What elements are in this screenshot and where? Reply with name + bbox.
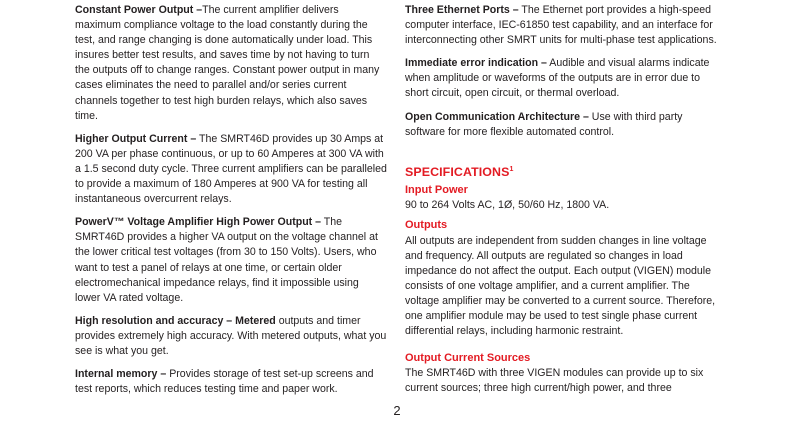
feature-paragraph	[75, 3, 387, 124]
spec-section-title: Output Current Sources	[405, 351, 531, 364]
feature-heading: High resolution and accuracy – Metered	[75, 314, 276, 327]
spec-section	[405, 218, 717, 339]
feature-heading: Higher Output Current –	[75, 132, 197, 145]
feature-body: Use with third party software for more flexible automated control.	[405, 110, 683, 138]
page-number: 2	[393, 403, 401, 418]
spec-section-body: The SMRT46D with three VIGEN modules can provide up to six current sources; three high current/high power, and three	[405, 367, 704, 395]
feature-paragraph	[405, 110, 717, 140]
spec-section-body: All outputs are independent from sudden changes in line voltage and frequency. All outputs are regulated so changes in load impedance do not affect the output. Each output (VIGEN) module consists of one voltage amplifier, and a current amplifier. The voltage amplifier may be converted to a current source. Therefore, one amplifier module may be used to test single phase current differential relays, including harmonic restraint.	[405, 234, 716, 338]
feature-heading: Constant Power Output –	[75, 4, 203, 16]
feature-heading: PowerV™ Voltage Amplifier High Power Output –	[75, 216, 322, 229]
spec-section	[405, 183, 717, 214]
feature-heading: Open Communication Architecture –	[405, 110, 589, 123]
feature-paragraph	[405, 56, 717, 101]
feature-heading: Three Ethernet Ports –	[405, 4, 519, 16]
feature-body: The SMRT46D provides up 30 Amps at 200 VA per phase continuous, or up to 60 Amperes at 300 VA with a 1.5 second duty cycle. Three current amplifiers can be paralleled to provide a maximum of 180 Amperes at 900 VA for testing all instantaneous overcurrent relays.	[75, 132, 387, 206]
feature-heading: Immediate error indication –	[405, 57, 547, 70]
spec-section-title: Input Power	[405, 183, 468, 196]
feature-body: Provides storage of test set-up screens and test reports, which reduces testing time and paper work.	[75, 368, 374, 396]
spec-section-title: Outputs	[405, 219, 448, 232]
spec-section-body: 90 to 264 Volts AC, 1Ø, 50/60 Hz, 1800 VA.	[405, 199, 610, 212]
right-column	[405, 3, 717, 401]
feature-body: The Ethernet port provides a high-speed computer interface, IEC-61850 test capability, and an interface for interconnecting other SMRT units for multi-phase test applications.	[405, 4, 717, 47]
spec-section	[405, 351, 717, 397]
feature-heading: Internal memory –	[75, 368, 167, 381]
feature-body: Audible and visual alarms indicate when amplitude or waveforms of the outputs are in error due to short circuit, open circuit, or thermal overload.	[405, 57, 710, 100]
feature-paragraph	[405, 3, 717, 48]
feature-body: The current amplifier delivers maximum compliance voltage to the load constantly during the test, and range changing is done automatically under load. This insures better test results, and saves time by not having to turn the outputs off to change ranges. Constant power output in many cases eliminates the need to parallel and/or series current channels together to test high burden relays, which also saves time.	[75, 4, 380, 122]
feature-body: The SMRT46D provides a higher VA output on the voltage channel at the lower critical test voltages (from 30 to 150 Volts). Users, who want to test a panel of relays at one time, or certain older electromechanical impedance relays, find it impossible using lower VA rated voltage.	[75, 216, 378, 304]
feature-paragraph	[75, 367, 387, 397]
left-column	[75, 3, 387, 405]
feature-paragraph	[75, 215, 387, 306]
specifications-heading	[405, 164, 717, 181]
feature-paragraph	[75, 132, 387, 207]
footnote-mark: 1	[509, 165, 514, 173]
feature-paragraph	[75, 314, 387, 359]
specifications-title: SPECIFICATIONS	[405, 164, 510, 179]
feature-body: outputs and timer provides extremely high accuracy. With metered outputs, what you see is what you get.	[75, 314, 387, 357]
